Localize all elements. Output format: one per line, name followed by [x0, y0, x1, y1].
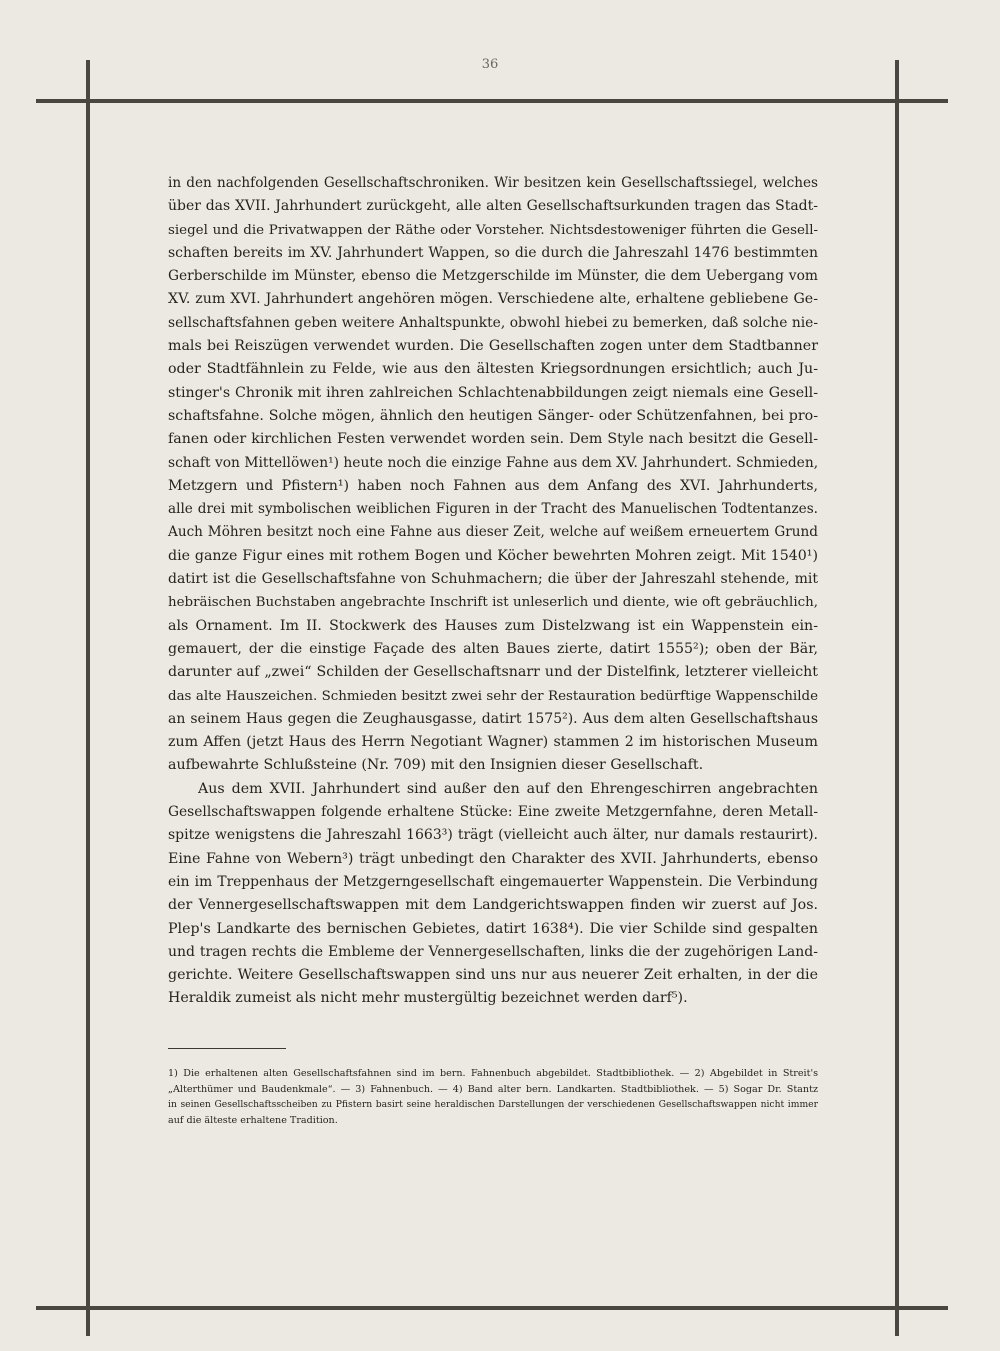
body-line: das alte Hauszeichen. Schmieden besitzt zwei sehr der Restauration bedürftige Wappenschilde	[168, 688, 818, 704]
body-line: schaft von Mittellöwen¹) heute noch die einzige Fahne aus dem XV. Jahrhundert. Schmieden,	[168, 454, 819, 471]
body-line: gerichte. Weitere Gesellschaftswappen sind uns nur aus neuerer Zeit erhalten, in der die	[168, 967, 818, 984]
body-line: zum Affen (jetzt Haus des Herrn Negotiant Wagner) stammen 2 im historischen Museum	[168, 734, 818, 751]
body-line: und tragen rechts die Embleme der Vennergesellschaften, links die der zugehörigen Land-	[168, 943, 818, 960]
body-line: in den nachfolgenden Gesellschaftschroniken. Wir besitzen kein Gesellschaftssiegel, welches	[168, 175, 818, 191]
footnotes	[168, 1066, 818, 1128]
footnote-line: „Alterthümer und Baudenkmale“. — 3) Fahnenbuch. — 4) Band alter bern. Landkarten. Stadtbibliothek. — 5) Sogar Dr. Stantz	[168, 1083, 818, 1095]
body-line: Gesellschaftswappen folgende erhaltene Stücke: Eine zweite Metzgernfahne, deren Metall-	[168, 804, 818, 821]
body-line: siegel und die Privatwappen der Räthe oder Vorsteher. Nichtsdestoweniger führten die Gesell-	[168, 222, 818, 238]
body-line: Plep's Landkarte des bernischen Gebietes, datirt 1638⁴). Die vier Schilde sind gespalten	[168, 920, 818, 937]
body-line: der Vennergesellschaftswappen mit dem Landgerichtswappen finden wir zuerst auf Jos.	[168, 897, 818, 914]
body-line: oder Stadtfähnlein zu Felde, wie aus den ältesten Kriegsordnungen ersichtlich; auch Ju-	[168, 361, 818, 378]
body-line: Heraldik zumeist als nicht mehr mustergültig bezeichnet werden darf⁵).	[168, 990, 688, 1007]
page-number: 36	[481, 57, 499, 72]
body-line: über das XVII. Jahrhundert zurückgeht, alle alten Gesellschaftsurkunden tragen das Stadt-	[168, 198, 818, 215]
body-text	[168, 172, 818, 1011]
body-line: die ganze Figur eines mit rothem Bogen und Köcher bewehrten Mohren zeigt. Mit 1540¹)	[168, 547, 818, 564]
body-line: mals bei Reiszügen verwendet wurden. Die Gesellschaften zogen unter dem Stadtbanner	[168, 338, 818, 355]
body-line: darunter auf „zwei“ Schilden der Gesellschaftsnarr und der Distelfink, letzterer vielleicht	[168, 664, 818, 681]
top-frame-rule	[36, 99, 948, 103]
body-line: an seinem Haus gegen die Zeughausgasse, datirt 1575²). Aus dem alten Gesellschaftshaus	[168, 710, 818, 727]
body-line: XV. zum XVI. Jahrhundert angehören mögen. Verschiedene alte, erhaltene gebliebene Ge-	[168, 291, 818, 308]
body-line: fanen oder kirchlichen Festen verwendet worden sein. Dem Style nach besitzt die Gesell-	[168, 431, 818, 448]
body-line: Aus dem XVII. Jahrhundert sind außer den auf den Ehrengeschirren angebrachten	[198, 780, 818, 797]
footnote-separator	[168, 1048, 286, 1049]
left-frame-rule	[86, 60, 90, 1336]
body-line: stinger's Chronik mit ihren zahlreichen Schlachtenabbildungen zeigt niemals eine Gesell-	[168, 384, 818, 401]
body-line: schaften bereits im XV. Jahrhundert Wappen, so die durch die Jahreszahl 1476 bestimmten	[168, 244, 818, 261]
footnote-line: in seinen Gesellschaftsscheiben zu Pfistern basirt seine heraldischen Darstellungen der verschiedenen Gesellschaftswappen nicht immer	[168, 1099, 818, 1111]
body-line: hebräischen Buchstaben angebrachte Inschrift ist unleserlich und diente, wie oft gebräuchlich,	[168, 595, 818, 611]
body-line: alle drei mit symbolischen weiblichen Figuren in der Tracht des Manuelischen Todtentanzes.	[168, 501, 818, 518]
body-line: spitze wenigstens die Jahreszahl 1663³) trägt (vielleicht auch älter, nur damals restaurirt).	[168, 827, 818, 844]
body-line: als Ornament. Im II. Stockwerk des Hauses zum Distelzwang ist ein Wappenstein ein-	[168, 617, 818, 634]
body-line: ein im Treppenhaus der Metzgerngesellschaft eingemauerter Wappenstein. Die Verbindung	[168, 873, 818, 890]
body-line: sellschaftsfahnen geben weitere Anhaltspunkte, obwohl hiebei zu bemerken, daß solche nie-	[168, 314, 818, 331]
footnote-line: 1) Die erhaltenen alten Gesellschaftsfahnen sind im bern. Fahnenbuch abgebildet. Stadtbibliothek. — 2) Abgebildet in Streit's	[168, 1068, 818, 1079]
body-line: Metzgern und Pfistern¹) haben noch Fahnen aus dem Anfang des XVI. Jahrhunderts,	[168, 477, 818, 494]
footnote-line: auf die älteste erhaltene Tradition.	[168, 1114, 338, 1126]
body-line: gemauert, der die einstige Façade des alten Baues zierte, datirt 1555²); oben der Bär,	[168, 640, 818, 657]
body-line: Gerberschilde im Münster, ebenso die Metzgerschilde im Münster, die dem Uebergang vom	[168, 268, 818, 285]
body-line: datirt ist die Gesellschaftsfahne von Schuhmachern; die über der Jahreszahl stehende, mit	[168, 571, 818, 588]
body-line: aufbewahrte Schlußsteine (Nr. 709) mit den Insignien dieser Gesellschaft.	[168, 757, 704, 774]
right-frame-rule	[895, 60, 899, 1336]
body-line: Auch Möhren besitzt noch eine Fahne aus dieser Zeit, welche auf weißem erneuertem Grund	[168, 524, 818, 541]
body-line: schaftsfahne. Solche mögen, ähnlich den heutigen Sänger- oder Schützenfahnen, bei pro-	[168, 407, 818, 424]
bottom-frame-rule	[36, 1306, 948, 1310]
body-line: Eine Fahne von Webern³) trägt unbedingt den Charakter des XVII. Jahrhunderts, ebenso	[168, 850, 818, 867]
